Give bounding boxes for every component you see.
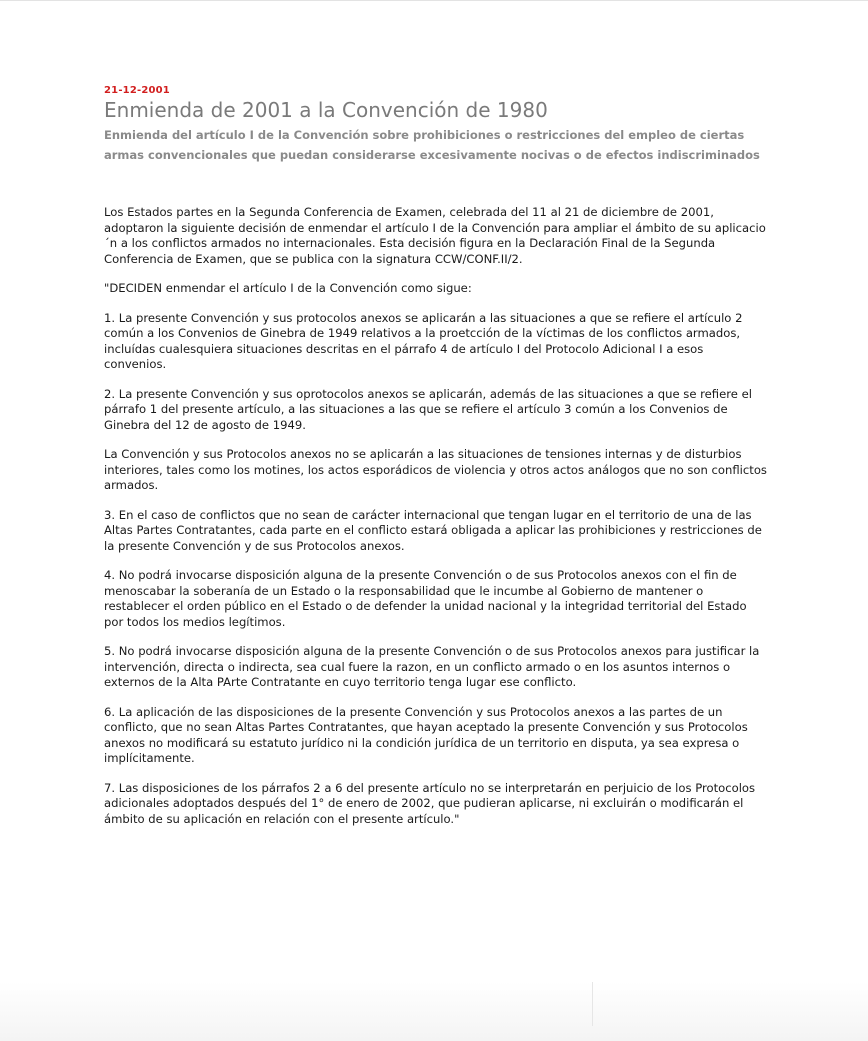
document-page: [104, 84, 768, 841]
article-paragraph-1: 1. La presente Convención y sus protocolos anexos se aplicarán a las situaciones a que se refiere el artículo 2 común a los Convenios de Ginebra de 1949 relativos a la proetcción de la víctimas de los conflictos armados, incluídas cualesquiera situaciones descritas en el párrafo 4 de artículo I del Protocolo Adicional I a esos convenios.: [104, 310, 743, 371]
article-paragraph-4: 4. No podrá invocarse disposición alguna de la presente Convención o de sus Protocolos anexos con el fin de menoscabar la soberanía de un Estado o la responsabilidad que le incumbe al Gobierno de mantener o restablecer el orden público en el Estado o de defender la unidad nacional y la integridad territorial del Estado por todos los medios legítimos.: [104, 568, 747, 629]
top-divider: [0, 0, 868, 1]
intro-paragraph: Los Estados partes en la Segunda Conferencia de Examen, celebrada del 11 al 21 de diciembre de 2001, adoptaron la siguiente decisión de enmendar el artículo I de la Convención para ampliar el ámbito de su aplicacio´n a los conflictos armados no internacionales. Esta decisión figura en la Declaración Final de la Segunda Conferencia de Examen, que se publica con la signatura CCW/CONF.II/2.: [104, 205, 766, 266]
article-paragraph-6: 6. La aplicación de las disposiciones de la presente Convención y sus Protocolos anexos a las partes de un conflicto, que no sean Altas Partes Contratantes, que hayan aceptado la presente Convención y sus Protocolos anexos no modificará su estatuto jurídico ni la condición jurídica de un territorio en disputa, ya sea expresa o implícitamente.: [104, 704, 748, 765]
decision-paragraph: "DECIDEN enmendar el artículo I de la Convención como sigue:: [104, 281, 472, 295]
article-paragraph-2: 2. La presente Convención y sus oprotocolos anexos se aplicarán, además de las situaciones a que se refiere el párrafo 1 del presente artículo, a las situaciones a las que se refiere el artículo 3 común a los Convenios de Ginebra del 12 de agosto de 1949.: [104, 386, 752, 432]
article-paragraph-3: 3. En el caso de conflictos que no sean de carácter internacional que tengan lugar en el territorio de una de las Altas Partes Contratantes, cada parte en el conflicto estará obligada a aplicar las prohibiciones y restricciones de la presente Convención y de sus Protocolos anexos.: [104, 507, 762, 553]
document-body: [104, 205, 768, 827]
article-paragraph-7: 7. Las disposiciones de los párrafos 2 a 6 del presente artículo no se interpretarán en perjuicio de los Protocolos adicionales adoptados después del 1° de enero de 2002, que pudieran aplicarse, ni excluirán o modificarán el ámbito de su aplicación en relación con el presente artículo.": [104, 780, 756, 826]
article-paragraph-5: 5. No podrá invocarse disposición alguna de la presente Convención o de sus Protocolos anexos para justificar la intervención, directa o indirecta, sea cual fuere la razon, en un conflicto armado o en los asuntos internos o externos de la Alta PArte Contratante en cuyo territorio tenga lugar ese conflicto.: [104, 644, 760, 689]
document-title: Enmienda de 2001 a la Convención de 1980: [104, 98, 548, 122]
article-paragraph-2-note: La Convención y sus Protocolos anexos no se aplicarán a las situaciones de tensiones internas y de disturbios interiores, tales como los motines, los actos esporádicos de violencia y otros actos análogos que no son conflictos armados.: [104, 447, 767, 492]
document-subtitle: Enmienda del artículo I de la Convención sobre prohibiciones o restricciones del empleo de ciertas armas convencionales que puedan considerarse excesivamente nocivas o de efectos indiscriminados: [104, 128, 760, 162]
bottom-divider: [592, 982, 593, 1026]
document-date: 21-12-2001: [104, 85, 170, 96]
bottom-band: [0, 982, 868, 1041]
